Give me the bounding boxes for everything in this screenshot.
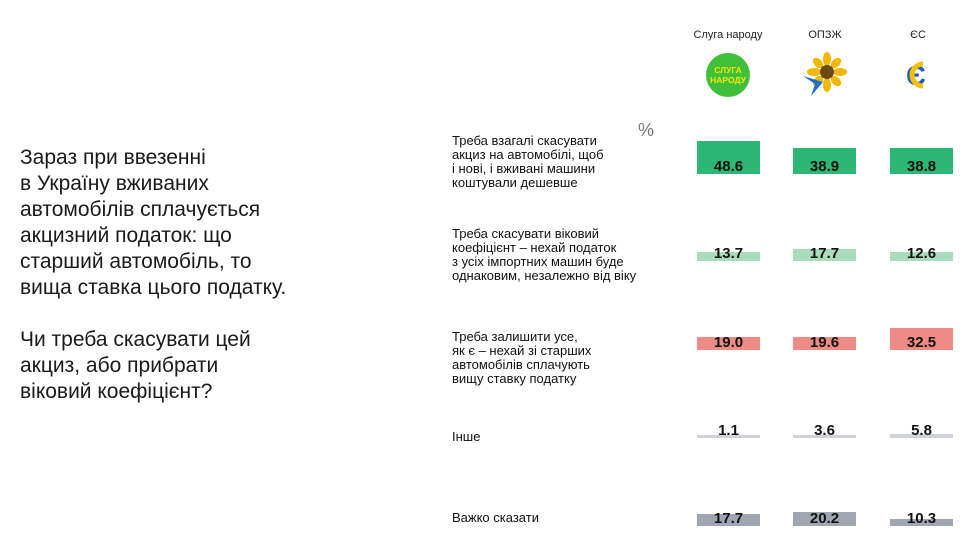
value-label-3-3: 32.5 <box>906 334 937 351</box>
svg-text:НАРОДУ: НАРОДУ <box>710 75 746 85</box>
party-name-2: ОПЗЖ <box>808 29 842 41</box>
row-label-4: Інше <box>452 429 481 444</box>
row-label-2: Треба скасувати віковий коефіцієнт – нехай податок з усіх імпортних машин буде однаковим, незалежно від віку <box>452 226 637 283</box>
row-label-5: Важко сказати <box>452 510 539 525</box>
value-label-4-2: 3.6 <box>814 422 835 439</box>
value-label-1-1: 48.6 <box>713 158 744 175</box>
opzzh-sunflower-logo-icon <box>801 52 847 98</box>
value-label-2-1: 13.7 <box>713 245 744 262</box>
value-label-1-2: 38.9 <box>809 158 840 175</box>
percent-unit-label: % <box>638 120 655 140</box>
question-paragraph-1: Зараз при ввезенні в Україну вживаних автомобілів сплачується акцизний податок: що старший автомобіль, то вища ставка цього податку. <box>20 146 287 299</box>
svg-text:Є: Є <box>906 60 926 91</box>
value-label-5-1: 17.7 <box>713 510 744 527</box>
value-label-2-2: 17.7 <box>809 245 840 262</box>
party-name-1: Слуга народу <box>693 29 763 41</box>
svg-text:СЛУГА: СЛУГА <box>714 65 742 75</box>
row-label-1: Треба взагалі скасувати акциз на автомобілі, щоб і нові, і вживані машини коштували дешевше <box>452 133 604 190</box>
value-label-3-2: 19.6 <box>809 334 840 351</box>
value-label-3-1: 19.0 <box>713 334 744 351</box>
value-label-5-2: 20.2 <box>809 510 840 527</box>
row-label-3: Треба залишити усе, як є – нехай зі старших автомобілів сплачують вищу ставку податку <box>452 329 592 386</box>
value-label-2-3: 12.6 <box>906 245 937 262</box>
party-name-3: ЄС <box>910 29 926 41</box>
value-label-1-3: 38.8 <box>906 158 937 175</box>
question-paragraph-2: Чи треба скасувати цей акциз, або прибрати віковий коефіцієнт? <box>20 328 251 403</box>
value-label-5-3: 10.3 <box>906 510 937 527</box>
question-text <box>20 145 350 405</box>
value-label-4-1: 1.1 <box>718 422 739 439</box>
servant-of-people-logo-icon <box>705 52 751 98</box>
es-logo-icon <box>893 52 939 98</box>
value-label-4-3: 5.8 <box>911 422 932 439</box>
